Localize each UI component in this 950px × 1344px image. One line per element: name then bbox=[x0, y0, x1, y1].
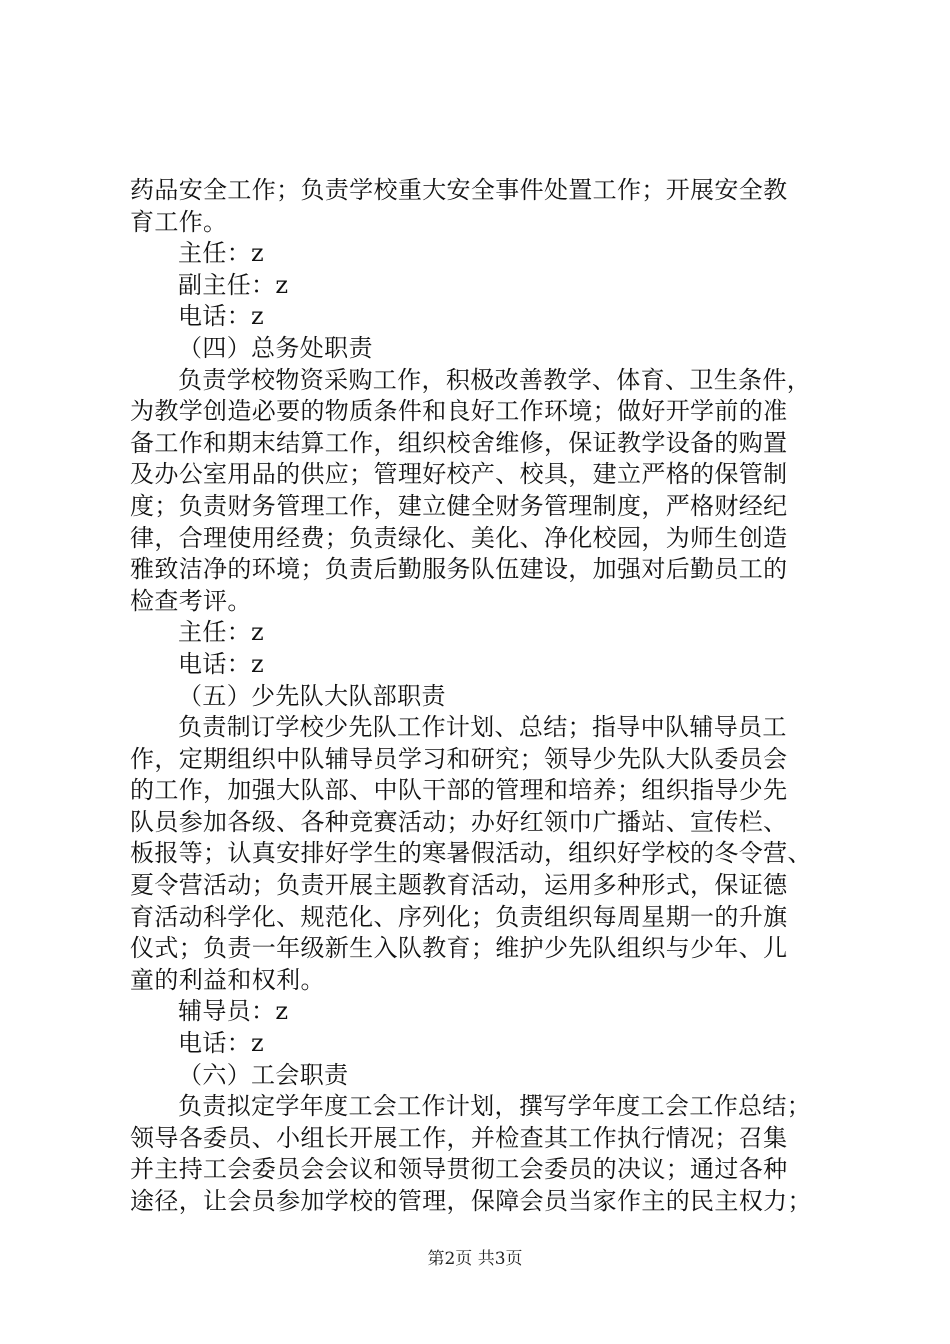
section-heading-labor-union: （六）工会职责 bbox=[178, 1060, 349, 1089]
text-line: 队员参加各级、各种竞赛活动；办好红领巾广播站、宣传栏、 bbox=[130, 807, 788, 836]
text-line: 为教学创造必要的物质条件和良好工作环境；做好开学前的准 bbox=[130, 397, 788, 426]
text-line: 备工作和期末结算工作，组织校舍维修，保证教学设备的购置 bbox=[130, 428, 788, 457]
text-line: 的工作，加强大队部、中队干部的管理和培养；组织指导少先 bbox=[130, 776, 788, 805]
phone-line: 电话：z bbox=[178, 302, 265, 331]
text-line: 检查考评。 bbox=[130, 586, 252, 615]
text-line: 度；负责财务管理工作，建立健全财务管理制度，严格财经纪 bbox=[130, 491, 788, 520]
text-line: 育活动科学化、规范化、序列化；负责组织每周星期一的升旗 bbox=[130, 902, 788, 931]
text-line: 育工作。 bbox=[130, 207, 228, 236]
phone-line: 电话：z bbox=[178, 1029, 265, 1058]
text-line: 途径，让会员参加学校的管理，保障会员当家作主的民主权力； bbox=[130, 1187, 812, 1215]
text-line: 负责学校物资采购工作，积极改善教学、体育、卫生条件， bbox=[178, 365, 812, 394]
text-line: 领导各委员、小组长开展工作，并检查其工作执行情况；召集 bbox=[130, 1123, 788, 1152]
phone-line: 电话：z bbox=[178, 649, 265, 678]
counselor-line: 辅导员：z bbox=[178, 997, 289, 1026]
page-number-footer: 第2页 共3页 bbox=[427, 1249, 523, 1269]
text-line: 负责拟定学年度工会工作计划，撰写学年度工会工作总结； bbox=[178, 1092, 812, 1121]
text-line: 及办公室用品的供应；管理好校产、校具，建立严格的保管制 bbox=[130, 460, 788, 489]
document-body bbox=[130, 175, 832, 1218]
deputy-director-line: 副主任：z bbox=[178, 270, 289, 299]
text-line: 负责制订学校少先队工作计划、总结；指导中队辅导员工 bbox=[178, 713, 787, 742]
text-line: 雅致洁净的环境；负责后勤服务队伍建设，加强对后勤员工的 bbox=[130, 555, 788, 584]
text-line: 律，合理使用经费；负责绿化、美化、净化校园，为师生创造 bbox=[130, 523, 788, 552]
director-line: 主任：z bbox=[178, 618, 265, 647]
text-line: 药品安全工作；负责学校重大安全事件处置工作；开展安全教 bbox=[130, 176, 788, 204]
text-line: 仪式；负责一年级新生入队教育；维护少先队组织与少年、儿 bbox=[130, 934, 788, 963]
section-heading-young-pioneers: （五）少先队大队部职责 bbox=[178, 681, 446, 710]
text-line: 作，定期组织中队辅导员学习和研究；领导少先队大队委员会 bbox=[130, 744, 788, 773]
director-line: 主任：z bbox=[178, 239, 265, 268]
text-line: 夏令营活动；负责开展主题教育活动，运用多种形式，保证德 bbox=[130, 871, 788, 900]
text-line: 童的利益和权利。 bbox=[130, 965, 325, 994]
section-heading-general-affairs: （四）总务处职责 bbox=[178, 333, 373, 362]
text-line: 板报等；认真安排好学生的寒暑假活动，组织好学校的冬令营、 bbox=[130, 839, 812, 868]
text-line: 并主持工会委员会会议和领导贯彻工会委员的决议；通过各种 bbox=[130, 1155, 788, 1184]
